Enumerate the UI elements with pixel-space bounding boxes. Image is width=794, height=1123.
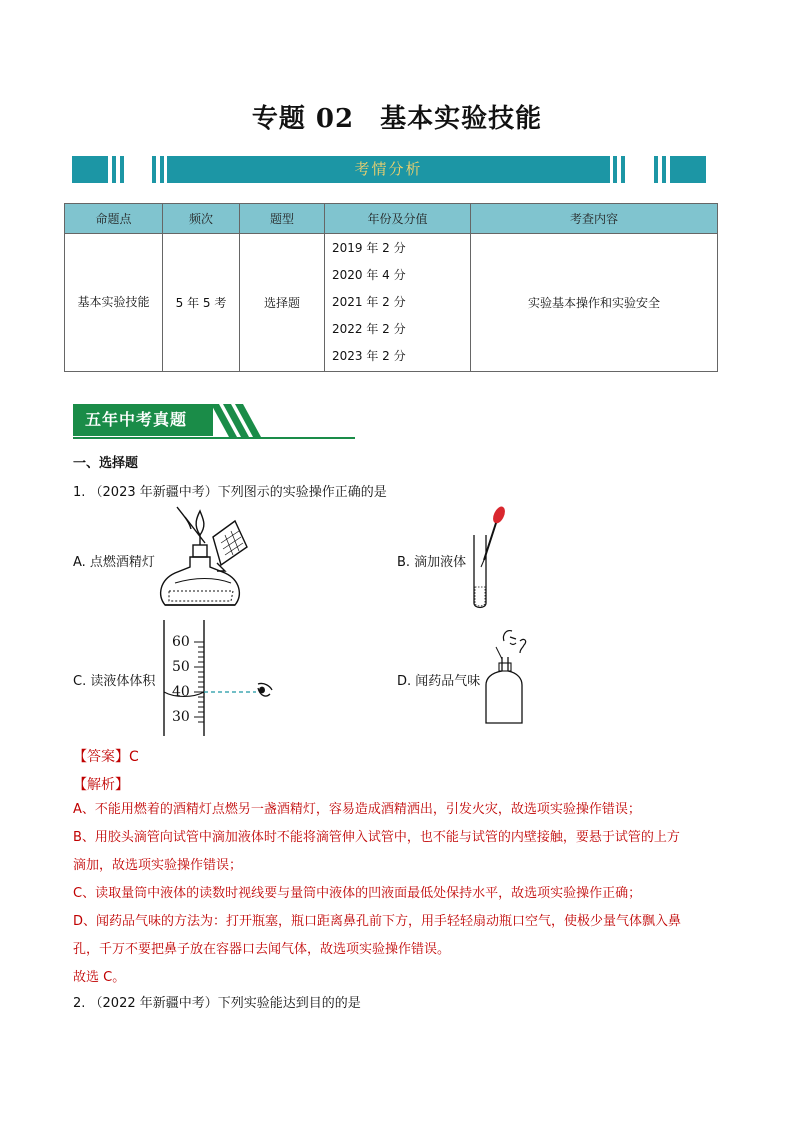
table-header-row bbox=[65, 204, 718, 234]
analysis-line: B、用胶头滴管向试管中滴加液体时不能将滴管伸入试管中，也不能与试管的内壁接触，要悬于试管的上方 bbox=[73, 830, 680, 845]
analysis-banner bbox=[72, 156, 706, 183]
years-cell bbox=[325, 234, 471, 372]
exam-info-table bbox=[64, 203, 718, 372]
question-1-stem: 1. （2023 年新疆中考）下列图示的实验操作正确的是 bbox=[73, 485, 387, 500]
tick-label: 50 bbox=[172, 659, 190, 675]
analysis-line: D、闻药品气味的方法为：打开瓶塞，瓶口距离鼻孔前下方，用手轻轻扇动瓶口空气，使极少量气体飘入鼻 bbox=[73, 914, 682, 929]
year-item: 2019 年 2 分 bbox=[332, 241, 406, 255]
analysis-line: A、不能用燃着的酒精灯点燃另一盏酒精灯，容易造成酒精洒出，引发火灾，故选项实验操作错误； bbox=[73, 802, 641, 817]
content-cell: 实验基本操作和实验安全 bbox=[471, 234, 718, 372]
answer-value: C bbox=[129, 749, 139, 765]
page-title bbox=[0, 98, 794, 135]
analysis-line: 孔，千万不要把鼻子放在容器口去闻气体，故选项实验操作错误。 bbox=[73, 942, 451, 957]
analysis-line: 滴加，故选项实验操作错误； bbox=[73, 858, 243, 873]
question-2-stem: 2. （2022 年新疆中考）下列实验能达到目的的是 bbox=[73, 996, 361, 1011]
title-main: 基本实验技能 bbox=[380, 104, 543, 134]
section-stripes bbox=[211, 404, 271, 437]
topic-cell bbox=[65, 234, 163, 372]
title-prefix: 专题 02 bbox=[251, 104, 355, 134]
reagent-bottle-icon bbox=[484, 627, 534, 727]
alcohol-lamp-icon bbox=[155, 505, 250, 610]
header-cell: 命题点 bbox=[65, 204, 163, 234]
year-item: 2021 年 2 分 bbox=[332, 295, 406, 309]
analysis-label: 【解析】 bbox=[73, 777, 129, 793]
part-heading: 一、选择题 bbox=[73, 456, 139, 471]
type-cell: 选择题 bbox=[240, 234, 325, 372]
banner-label: 考情分析 bbox=[167, 156, 610, 183]
answer bbox=[73, 746, 139, 766]
table-row bbox=[65, 234, 718, 372]
topic-text: 基本实验技能 bbox=[77, 295, 150, 309]
answer-label: 【答案】 bbox=[73, 749, 129, 765]
section-header bbox=[73, 404, 355, 436]
dropper-icon bbox=[466, 505, 511, 611]
tick-label: 30 bbox=[172, 709, 190, 725]
section-label: 五年中考真题 bbox=[73, 404, 213, 436]
tick-label: 40 bbox=[172, 684, 190, 700]
option-b-label: B. 滴加液体 bbox=[397, 555, 467, 570]
tick-label: 60 bbox=[172, 634, 190, 650]
option-a-label: A. 点燃酒精灯 bbox=[73, 555, 155, 570]
header-cell: 频次 bbox=[163, 204, 240, 234]
year-item: 2023 年 2 分 bbox=[332, 349, 406, 363]
option-c-label: C. 读液体体积 bbox=[73, 674, 156, 689]
analysis-line: C、读取量筒中液体的读数时视线要与量筒中液体的凹液面最低处保持水平，故选项实验操作正确； bbox=[73, 886, 642, 901]
option-d-label: D. 闻药品气味 bbox=[397, 674, 481, 689]
year-item: 2020 年 4 分 bbox=[332, 268, 406, 282]
header-cell: 年份及分值 bbox=[325, 204, 471, 234]
header-cell: 题型 bbox=[240, 204, 325, 234]
frequency-cell: 5 年 5 考 bbox=[163, 234, 240, 372]
analysis-body bbox=[73, 796, 733, 992]
header-cell: 考查内容 bbox=[471, 204, 718, 234]
year-item: 2022 年 2 分 bbox=[332, 322, 406, 336]
analysis-conclusion: 故选 C。 bbox=[73, 970, 126, 985]
